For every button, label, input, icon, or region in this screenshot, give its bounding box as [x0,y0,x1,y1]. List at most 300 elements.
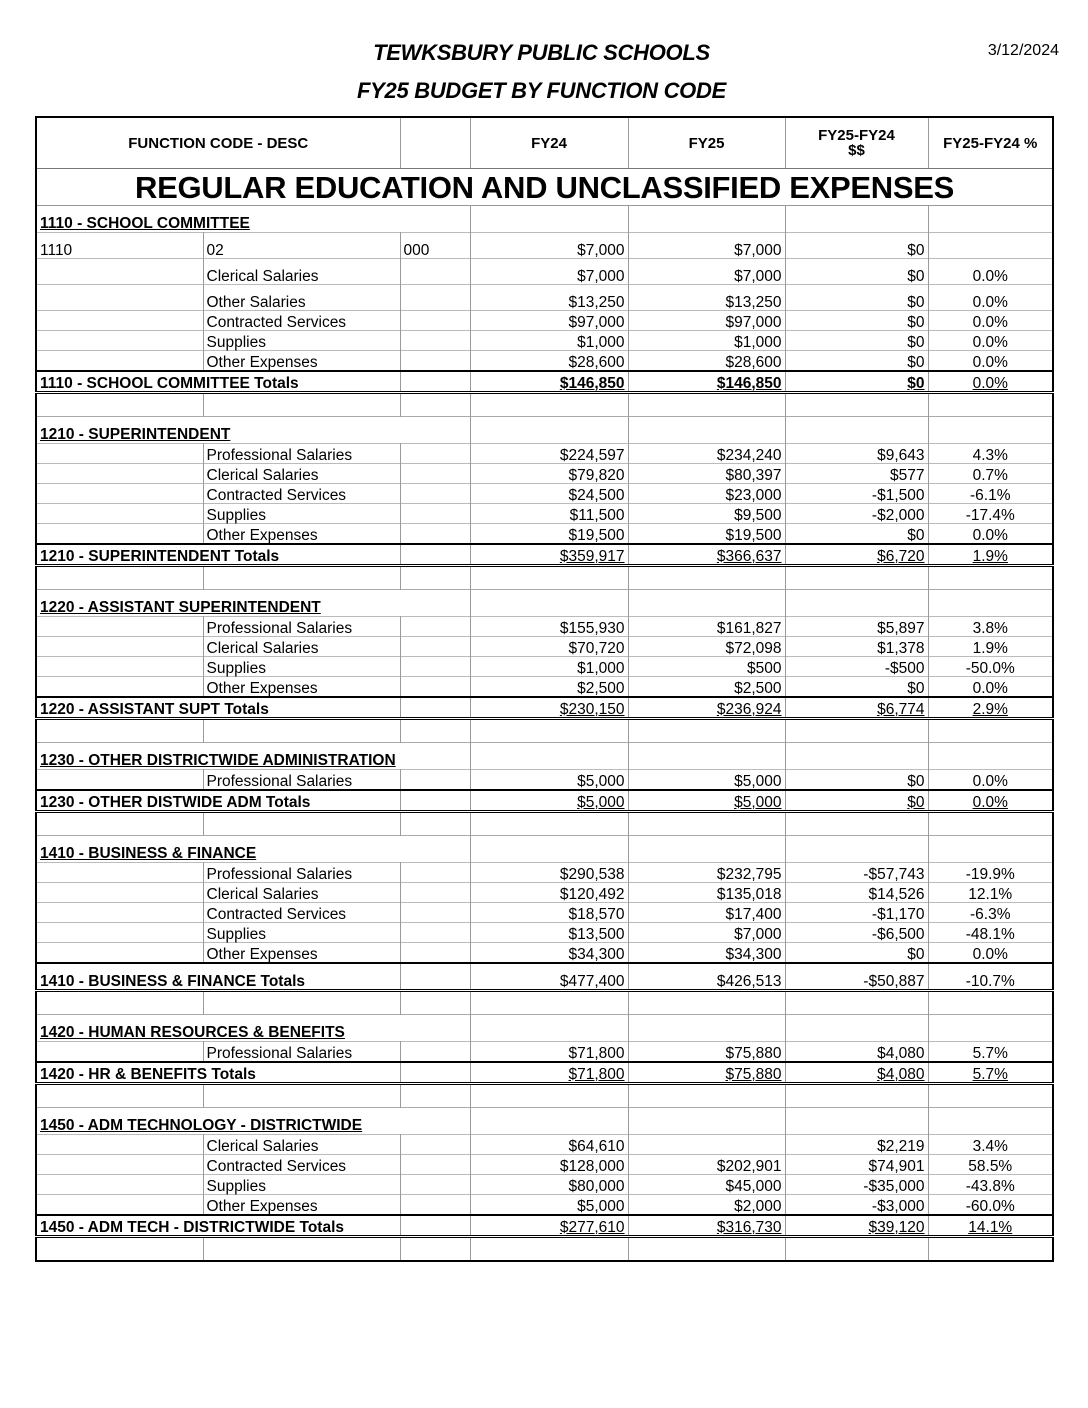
empty-cell [36,657,203,677]
diff-value: -$1,170 [785,903,928,923]
budget-table [35,116,1054,1262]
fy24-total: $71,800 [470,1062,628,1084]
fy24-total: $146,850 [470,371,628,393]
empty-cell [36,863,203,883]
report-title: TEWKSBURY PUBLIC SCHOOLS [373,40,710,65]
fy25-value: $80,397 [628,464,785,484]
diff-value: $9,643 [785,444,928,464]
empty-cell [628,590,785,617]
line-item-row [36,351,1053,372]
empty-cell [470,417,628,444]
empty-cell [400,1084,470,1108]
empty-cell [928,417,1053,444]
empty-cell [36,637,203,657]
fy24-value: $71,800 [470,1042,628,1063]
empty-cell [36,464,203,484]
fy25-value: $2,000 [628,1195,785,1216]
empty-cell [36,1135,203,1155]
diff-value: $0 [785,259,928,285]
pct-value: -17.4% [928,504,1053,524]
empty-cell [203,566,400,590]
fy24-value: $1,000 [470,657,628,677]
fy25-value: $135,018 [628,883,785,903]
empty-cell [400,484,470,504]
empty-cell [203,1084,400,1108]
empty-cell [628,206,785,233]
fy25-value: $45,000 [628,1175,785,1195]
empty-cell [400,1155,470,1175]
empty-cell [36,393,203,417]
empty-cell [400,903,470,923]
empty-cell [36,1237,203,1262]
empty-cell [628,991,785,1015]
fy25-total: $5,000 [628,790,785,812]
empty-cell [928,1015,1053,1042]
empty-cell [470,836,628,863]
fy25-value: $1,000 [628,331,785,351]
pct-value: -60.0% [928,1195,1053,1216]
empty-cell [785,393,928,417]
empty-cell [928,812,1053,836]
empty-cell [470,1084,628,1108]
fy24-value: $34,300 [470,943,628,964]
line-item-row [36,637,1053,657]
empty-cell [928,393,1053,417]
empty-cell [628,566,785,590]
fy25-total: $146,850 [628,371,785,393]
pct-value: 58.5% [928,1155,1053,1175]
empty-cell [400,637,470,657]
empty-cell [400,393,470,417]
fy24-value: $19,500 [470,524,628,545]
section-total-row [36,544,1053,566]
diff-value: $0 [785,943,928,964]
section-header-row [36,743,1053,770]
empty-cell [400,677,470,698]
fy24-value: $11,500 [470,504,628,524]
pct-value: 1.9% [928,637,1053,657]
empty-cell [785,991,928,1015]
empty-cell [36,1195,203,1216]
spacer-row [36,1237,1053,1262]
diff-value: $4,080 [785,1042,928,1063]
section-name: 1450 - ADM TECHNOLOGY - DISTRICTWIDE [36,1108,470,1135]
line-item-label: Contracted Services [203,903,400,923]
empty-cell [928,1237,1053,1262]
fy25-total: $366,637 [628,544,785,566]
fy24-total: $477,400 [470,963,628,991]
empty-cell [785,417,928,444]
pct-value: 0.0% [928,285,1053,311]
empty-cell [36,504,203,524]
diff-value: $0 [785,524,928,545]
empty-cell [470,743,628,770]
line-item-label: Clerical Salaries [203,637,400,657]
empty-cell [785,1015,928,1042]
empty-cell [36,259,203,285]
empty-cell [203,1237,400,1262]
pct-value: 3.8% [928,617,1053,637]
fy24-value: $1,000 [470,331,628,351]
fy25-value: $7,000 [628,233,785,259]
pct-value: 3.4% [928,1135,1053,1155]
fy25-value: $5,000 [628,770,785,791]
empty-cell [36,331,203,351]
empty-cell [400,1237,470,1262]
pct-total: 14.1% [928,1215,1053,1237]
line-item-row [36,504,1053,524]
section-total-row [36,963,1053,991]
pct-value: 0.7% [928,464,1053,484]
fy25-value: $500 [628,657,785,677]
diff-value: $0 [785,351,928,372]
empty-cell [36,812,203,836]
line-item-label: Professional Salaries [203,1042,400,1063]
empty-cell [36,1042,203,1063]
empty-cell [400,923,470,943]
pct-value: 0.0% [928,524,1053,545]
pct-value: 5.7% [928,1042,1053,1063]
fy25-value: $9,500 [628,504,785,524]
empty-cell [400,285,470,311]
pct-value: -43.8% [928,1175,1053,1195]
empty-cell [400,1135,470,1155]
empty-cell [628,1237,785,1262]
empty-cell [470,812,628,836]
diff-total: $4,080 [785,1062,928,1084]
pct-total: -10.7% [928,963,1053,991]
line-item-label: Contracted Services [203,311,400,331]
line-item-label: Supplies [203,331,400,351]
empty-cell [36,883,203,903]
empty-cell [400,259,470,285]
fy25-value: $232,795 [628,863,785,883]
diff-value: $0 [785,770,928,791]
section-header-row [36,417,1053,444]
diff-value: -$1,500 [785,484,928,504]
diff-total: $6,720 [785,544,928,566]
diff-value: -$6,500 [785,923,928,943]
empty-cell [785,590,928,617]
pct-total: 0.0% [928,371,1053,393]
line-item-row [36,943,1053,964]
line-item-label: Contracted Services [203,484,400,504]
section-total-label: 1450 - ADM TECH - DISTRICTWIDE Totals [36,1215,400,1237]
empty-cell [400,1215,470,1237]
empty-cell [400,1195,470,1216]
section-header-row [36,1015,1053,1042]
empty-cell [628,417,785,444]
diff-value: -$2,000 [785,504,928,524]
fy24-value: $2,500 [470,677,628,698]
line-item-label: Clerical Salaries [203,259,400,285]
fy25-value: $202,901 [628,1155,785,1175]
empty-cell [203,719,400,743]
fy24-value: $224,597 [470,444,628,464]
line-item-row [36,770,1053,791]
empty-cell [470,719,628,743]
line-item-row [36,677,1053,698]
section-total-label: 1420 - HR & BENEFITS Totals [36,1062,400,1084]
empty-cell [785,836,928,863]
diff-value: $0 [785,233,928,259]
fy24-value: $79,820 [470,464,628,484]
line-item-row [36,1135,1053,1155]
object-code: 000 [400,233,470,259]
empty-cell [400,311,470,331]
empty-cell [928,991,1053,1015]
empty-cell [400,1175,470,1195]
empty-cell [928,743,1053,770]
empty-cell [36,719,203,743]
diff-total: $0 [785,371,928,393]
line-item-row [36,311,1053,331]
empty-cell [400,790,470,812]
pct-value: 0.0% [928,770,1053,791]
line-item-row [36,259,1053,285]
diff-value: $1,378 [785,637,928,657]
section-banner: REGULAR EDUCATION AND UNCLASSIFIED EXPENSES [36,169,1053,206]
fy24-value: $28,600 [470,351,628,372]
fy24-value: $80,000 [470,1175,628,1195]
pct-value: 0.0% [928,351,1053,372]
fy24-value: $128,000 [470,1155,628,1175]
empty-cell [470,206,628,233]
line-item-row [36,331,1053,351]
fy25-value: $7,000 [628,923,785,943]
empty-cell [470,1015,628,1042]
empty-cell [400,464,470,484]
fy24-total: $277,610 [470,1215,628,1237]
fy24-value: $5,000 [470,1195,628,1216]
spacer-row [36,991,1053,1015]
line-item-label: Other Expenses [203,943,400,964]
empty-cell [203,991,400,1015]
fy24-value: $155,930 [470,617,628,637]
empty-cell [470,1108,628,1135]
empty-cell [470,1237,628,1262]
empty-cell [400,812,470,836]
col-header-fy24: FY24 [470,117,628,169]
fy25-value: $19,500 [628,524,785,545]
section-name: 1410 - BUSINESS & FINANCE [36,836,470,863]
empty-cell [928,1084,1053,1108]
empty-cell [400,770,470,791]
diff-value: $2,219 [785,1135,928,1155]
section-total-row [36,697,1053,719]
empty-cell [785,566,928,590]
section-total-label: 1410 - BUSINESS & FINANCE Totals [36,963,400,991]
fy24-value: $290,538 [470,863,628,883]
line-item-row [36,903,1053,923]
pct-value: 12.1% [928,883,1053,903]
empty-cell [628,1084,785,1108]
empty-cell [928,836,1053,863]
line-item-label: Professional Salaries [203,444,400,464]
empty-cell [36,617,203,637]
diff-value: -$500 [785,657,928,677]
empty-cell [36,484,203,504]
empty-cell [785,1237,928,1262]
section-header-row [36,590,1053,617]
empty-cell [785,719,928,743]
fy24-value: $13,500 [470,923,628,943]
diff-value: $577 [785,464,928,484]
empty-cell [628,1015,785,1042]
pct-value: -48.1% [928,923,1053,943]
line-item-label: Clerical Salaries [203,883,400,903]
empty-cell [36,770,203,791]
pct-value: 4.3% [928,444,1053,464]
fy25-value: $13,250 [628,285,785,311]
empty-cell [400,1042,470,1063]
fy25-value [628,1135,785,1155]
section-total-row [36,371,1053,393]
fy25-value: $234,240 [628,444,785,464]
col-header-pct: FY25-FY24 % [928,117,1053,169]
fy25-value: $72,098 [628,637,785,657]
empty-cell [628,812,785,836]
line-item-label: Clerical Salaries [203,464,400,484]
fy24-value: $13,250 [470,285,628,311]
fy25-total: $426,513 [628,963,785,991]
section-name: 1220 - ASSISTANT SUPERINTENDENT [36,590,470,617]
line-item-label: Other Expenses [203,1195,400,1216]
empty-cell [400,617,470,637]
sub-code: 02 [203,233,400,259]
fy24-total: $230,150 [470,697,628,719]
section-header-row [36,836,1053,863]
section-header-row [36,1108,1053,1135]
empty-cell [400,331,470,351]
line-item-label: Other Salaries [203,285,400,311]
section-name: 1420 - HUMAN RESOURCES & BENEFITS [36,1015,470,1042]
empty-cell [400,504,470,524]
spacer-row [36,719,1053,743]
pct-value: 0.0% [928,331,1053,351]
col-header-diff [785,117,928,169]
fy25-value: $17,400 [628,903,785,923]
empty-cell [470,393,628,417]
header-row [36,117,1053,169]
code-row [36,233,1053,259]
empty-cell [400,444,470,464]
line-item-row [36,617,1053,637]
report-date: 3/12/2024 [987,42,1059,59]
empty-cell [928,566,1053,590]
line-item-row [36,484,1053,504]
empty-cell [785,1084,928,1108]
empty-cell [36,923,203,943]
empty-cell [785,206,928,233]
line-item-row [36,444,1053,464]
section-total-row [36,790,1053,812]
empty-cell [400,883,470,903]
line-item-row [36,1175,1053,1195]
line-item-row [36,883,1053,903]
banner-row [36,169,1053,206]
empty-cell [400,351,470,372]
empty-cell [36,444,203,464]
col-header-fy25: FY25 [628,117,785,169]
section-header-row [36,206,1053,233]
line-item-label: Supplies [203,657,400,677]
pct-value: 0.0% [928,311,1053,331]
spacer-row [36,812,1053,836]
diff-value: -$57,743 [785,863,928,883]
empty-cell [36,311,203,331]
fy25-value: $28,600 [628,351,785,372]
pct-value: 0.0% [928,943,1053,964]
section-name: 1230 - OTHER DISTRICTWIDE ADMINISTRATION [36,743,470,770]
fy25-value: $161,827 [628,617,785,637]
col-header-diff-line1: FY25-FY24 [818,127,895,144]
fy24-value: $7,000 [470,259,628,285]
diff-value: $0 [785,285,928,311]
spacer-row [36,1084,1053,1108]
pct-value: 0.0% [928,259,1053,285]
fy24-total: $5,000 [470,790,628,812]
pct-value: 0.0% [928,677,1053,698]
fy25-value: $75,880 [628,1042,785,1063]
empty-cell [400,863,470,883]
pct-value: -19.9% [928,863,1053,883]
col-header-desc: FUNCTION CODE - DESC [36,117,400,169]
empty-cell [628,836,785,863]
empty-cell [928,719,1053,743]
empty-cell [36,943,203,964]
line-item-row [36,1042,1053,1063]
line-item-row [36,524,1053,545]
pct-value: -6.1% [928,484,1053,504]
diff-total: $6,774 [785,697,928,719]
empty-cell [928,590,1053,617]
line-item-label: Other Expenses [203,677,400,698]
empty-cell [36,566,203,590]
empty-cell [400,943,470,964]
col-header-diff-line2: $$ [848,142,865,159]
line-item-label: Professional Salaries [203,863,400,883]
section-total-label: 1220 - ASSISTANT SUPT Totals [36,697,400,719]
fy25-value: $23,000 [628,484,785,504]
section-total-label: 1230 - OTHER DISTWIDE ADM Totals [36,790,400,812]
empty-cell [36,285,203,311]
empty-cell [36,1175,203,1195]
line-item-row [36,863,1053,883]
fy24-value: $5,000 [470,770,628,791]
pct-value: -6.3% [928,903,1053,923]
report-subtitle: FY25 BUDGET BY FUNCTION CODE [357,78,726,103]
diff-value: $0 [785,331,928,351]
fy24-value: $120,492 [470,883,628,903]
diff-value: $0 [785,311,928,331]
line-item-label: Supplies [203,1175,400,1195]
fy24-total: $359,917 [470,544,628,566]
empty-cell [470,590,628,617]
empty-cell [628,743,785,770]
empty-cell [470,566,628,590]
empty-cell [785,743,928,770]
diff-value: -$35,000 [785,1175,928,1195]
diff-total: -$50,887 [785,963,928,991]
diff-value: $14,526 [785,883,928,903]
line-item-label: Contracted Services [203,1155,400,1175]
diff-total: $0 [785,790,928,812]
empty-cell [203,393,400,417]
pct-value: -50.0% [928,657,1053,677]
line-item-row [36,1155,1053,1175]
diff-value: $5,897 [785,617,928,637]
